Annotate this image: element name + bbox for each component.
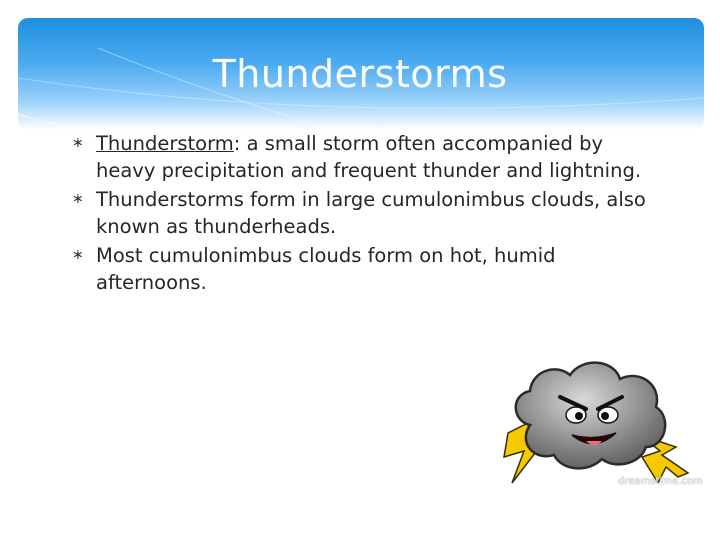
bullet-marker: ∗ — [72, 247, 84, 263]
image-watermark: dreamstime.com — [618, 476, 703, 487]
definition-term: Thunderstorm — [96, 132, 234, 155]
storm-cloud-icon — [490, 355, 700, 495]
bullet-marker: ∗ — [72, 135, 84, 151]
bullet-item — [72, 130, 652, 184]
bullet-list — [72, 130, 652, 298]
bullet-item — [72, 186, 652, 240]
bullet-text: Most cumulonimbus clouds form on hot, humid afternoons. — [96, 244, 556, 294]
bullet-item — [72, 242, 652, 296]
slide-title: Thunderstorms — [212, 52, 508, 96]
bullet-text: Thunderstorms form in large cumulonimbus clouds, also known as thunderheads. — [96, 188, 646, 238]
bullet-marker: ∗ — [72, 191, 84, 207]
bullet-text: : a small storm often accompanied by heavy precipitation and frequent thunder and lightning. — [96, 132, 642, 182]
